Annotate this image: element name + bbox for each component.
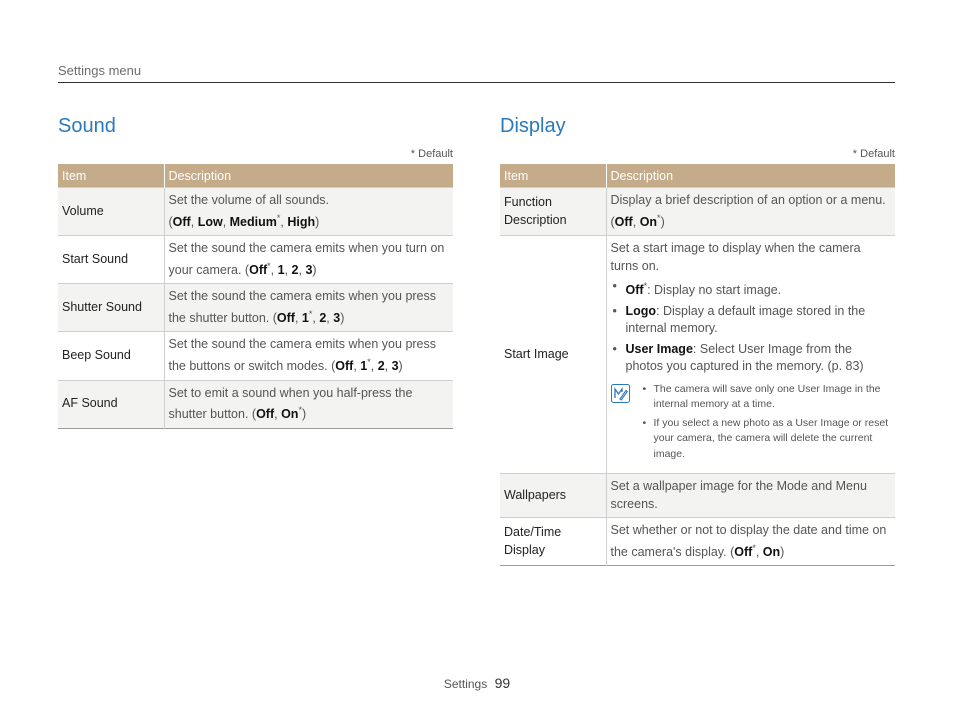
table-row xyxy=(500,518,895,566)
item-date-time-display: Date/Time Display xyxy=(500,518,606,566)
header-label: Settings menu xyxy=(58,63,142,78)
footer-label: Settings xyxy=(443,677,488,691)
list-item: • Off*: Display no start image. xyxy=(611,278,892,300)
display-table xyxy=(500,164,895,566)
table-row xyxy=(500,474,895,518)
table-row xyxy=(58,332,453,380)
display-col-item: Item xyxy=(500,164,606,188)
display-section-title: Display xyxy=(500,115,566,137)
table-row xyxy=(58,284,453,332)
list-item: • The camera will save only one User Image in the internal memory at a time. xyxy=(642,382,892,413)
page-number: 99 xyxy=(494,675,511,691)
sound-col-item: Item xyxy=(58,164,164,188)
sound-default-note: * Default xyxy=(410,148,453,160)
table-row xyxy=(58,236,453,284)
header-divider xyxy=(58,82,895,83)
sound-col-description: Description xyxy=(164,164,453,188)
start-image-options xyxy=(611,278,892,376)
desc-wallpapers: Set a wallpaper image for the Mode and Menu screens. xyxy=(606,474,895,518)
display-col-description: Description xyxy=(606,164,895,188)
sound-section-title: Sound xyxy=(58,115,116,137)
item-volume: Volume xyxy=(58,188,164,236)
start-image-note xyxy=(611,382,892,466)
desc-volume: Set the volume of all sounds. (Off, Low, Medium*, High) xyxy=(164,188,453,236)
desc-af-sound: Set to emit a sound when you half-press the shutter button. (Off, On*) xyxy=(164,380,453,428)
desc-start-image: Set a start image to display when the camera turns on. • Off*: Display no start image. • Logo: Display a default image stored in the internal memory. • User Image: Select User Image from the photos you captured in the memory. (p. 83) • The camera will save only one User Image in the internal memory at a time. • If you select a new photo as a User Image or reset your camera, the camera will delete the current image. xyxy=(606,236,895,474)
item-start-sound: Start Sound xyxy=(58,236,164,284)
item-start-image: Start Image xyxy=(500,236,606,474)
sound-table xyxy=(58,164,453,429)
desc-shutter-sound: Set the sound the camera emits when you press the shutter button. (Off, 1*, 2, 3) xyxy=(164,284,453,332)
list-item: • User Image: Select User Image from the photos you captured in the memory. (p. 83) xyxy=(611,341,892,376)
display-default-note: * Default xyxy=(852,148,895,160)
table-row xyxy=(58,188,453,236)
item-shutter-sound: Shutter Sound xyxy=(58,284,164,332)
table-row xyxy=(500,236,895,474)
desc-start-sound: Set the sound the camera emits when you turn on your camera. (Off*, 1, 2, 3) xyxy=(164,236,453,284)
desc-date-time-display: Set whether or not to display the date and time on the camera's display. (Off*, On) xyxy=(606,518,895,566)
table-row xyxy=(500,188,895,236)
list-item: • If you select a new photo as a User Image or reset your camera, the camera will delete the current image. xyxy=(642,416,892,463)
item-af-sound: AF Sound xyxy=(58,380,164,428)
list-item: • Logo: Display a default image stored in the internal memory. xyxy=(611,303,892,338)
item-beep-sound: Beep Sound xyxy=(58,332,164,380)
note-pencil-icon xyxy=(611,384,630,403)
desc-beep-sound: Set the sound the camera emits when you press the buttons or switch modes. (Off, 1*, 2, 3) xyxy=(164,332,453,380)
item-function-description: Function Description xyxy=(500,188,606,236)
page-footer xyxy=(0,675,954,691)
table-row xyxy=(58,380,453,428)
item-wallpapers: Wallpapers xyxy=(500,474,606,518)
desc-function-description: Display a brief description of an option or a menu. (Off, On*) xyxy=(606,188,895,236)
